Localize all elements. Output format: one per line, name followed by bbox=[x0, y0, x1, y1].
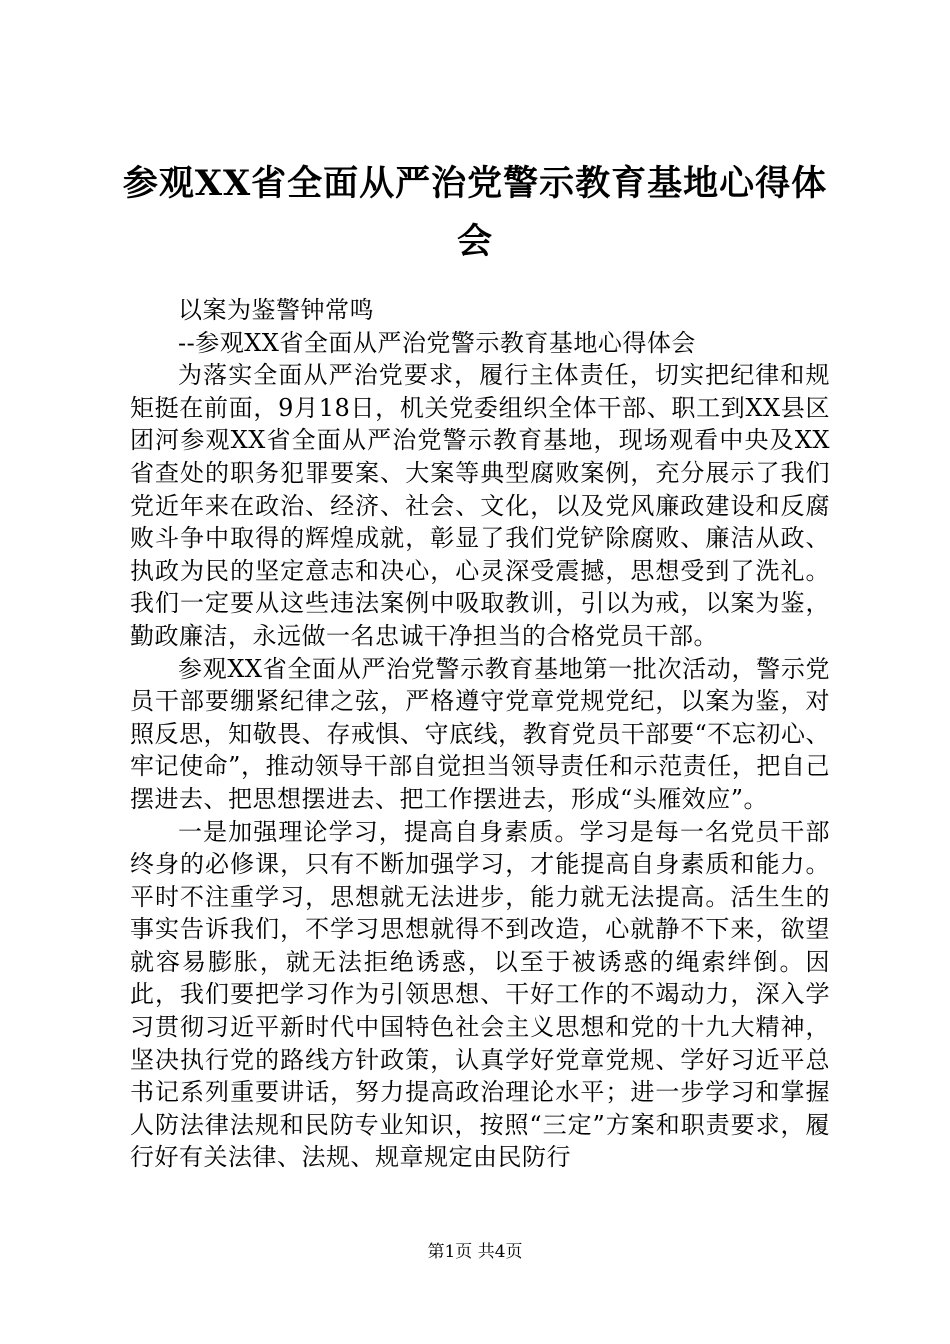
document-body bbox=[130, 294, 830, 1174]
document-title: 参观XX省全面从严治党警示教育基地心得体会 bbox=[122, 163, 828, 262]
subtitle-topic: --参观XX省全面从严治党警示教育基地心得体会 bbox=[178, 328, 696, 357]
page-footer: 第1页 共4页 bbox=[427, 1242, 523, 1262]
paragraph-3: 一是加强理论学习，提高自身素质。学习是每一名党员干部终身的必修课，只有不断加强学习，才能提高自身素质和能力。平时不注重学习，思想就无法进步，能力就无法提高。活生生的事实告诉我们，不学习思想就得不到改造，心就静不下来，欲望就容易膨胀，就无法拒绝诱惑，以至于被诱惑的绳索绊倒。因此，我们要把学习作为引领思想、干好工作的不竭动力，深入学习贯彻习近平新时代中国特色社会主义思想和党的十九大精神，坚决执行党的路线方针政策，认真学好党章党规、学好习近平总书记系列重要讲话，努力提高政治理论水平；进一步学习和掌握人防法律法规和民防专业知识，按照“三定”方案和职责要求，履行好有关法律、法规、规章规定由民防行 bbox=[130, 817, 830, 1172]
subtitle-motto: 以案为鉴警钟常鸣 bbox=[178, 296, 374, 324]
paragraph-2: 参观XX省全面从严治党警示教育基地第一批次活动，警示党员干部要绷紧纪律之弦，严格遵守党章党规党纪，以案为鉴，对照反思，知敬畏、存戒惧、守底线，教育党员干部要“不忘初心、牢记使命”，推动领导干部自觉担当领导责任和示范责任，把自己摆进去、把思想摆进去、把工作摆进去，形成“头雁效应”。 bbox=[130, 654, 830, 813]
paragraph-1: 为落实全面从严治党要求，履行主体责任，切实把纪律和规矩挺在前面，9月18日，机关党委组织全体干部、职工到XX县区团河参观XX省全面从严治党警示教育基地，现场观看中央及XX省查处的职务犯罪要案、大案等典型腐败案例，充分展示了我们党近年来在政治、经济、社会、文化，以及党风廉政建设和反腐败斗争中取得的辉煌成就，彰显了我们党铲除腐败、廉洁从政、执政为民的坚定意志和决心，心灵深受震撼，思想受到了洗礼。我们一定要从这些违法案例中吸取教训，引以为戒，以案为鉴，勤政廉洁，永远做一名忠诚干净担当的合格党员干部。 bbox=[130, 361, 830, 650]
